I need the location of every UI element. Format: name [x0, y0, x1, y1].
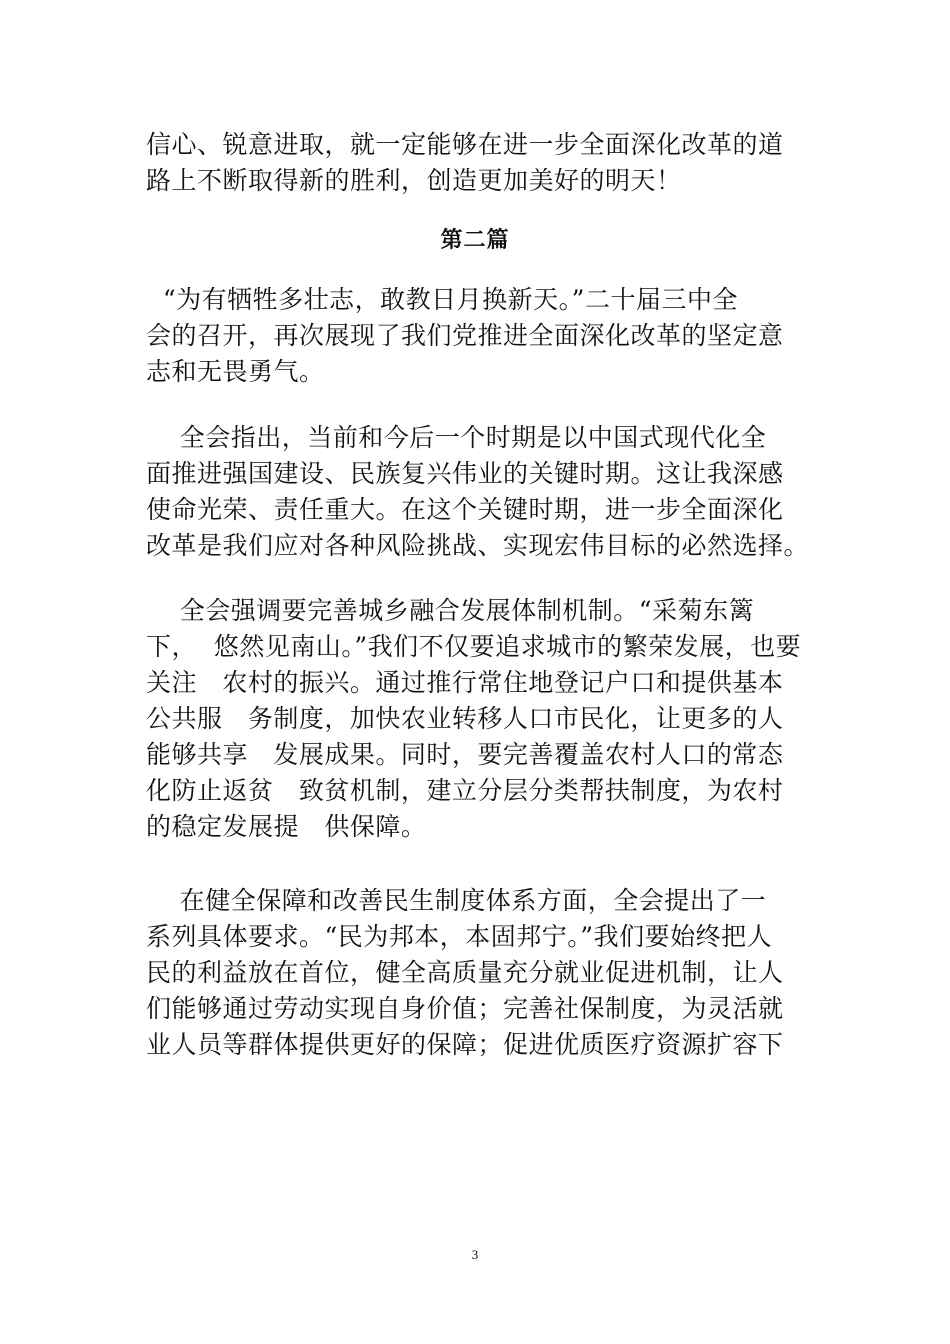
page-number: 3 — [471, 1247, 479, 1262]
paragraph-3-line-2: 下， 悠然见南山。”我们不仅要追求城市的繁荣发展，也要 — [146, 632, 802, 661]
paragraph-4-line-1: 在健全保障和改善民生制度体系方面，全会提出了一 — [146, 886, 767, 915]
paragraph-4-line-4: 们能够通过劳动实现自身价值；完善社保制度，为灵活就 — [146, 994, 784, 1023]
paragraph-4-line-2: 系列具体要求。“民为邦本，本固邦宁。”我们要始终把人 — [146, 922, 773, 951]
paragraph-2-line-1: 全会指出，当前和今后一个时期是以中国式现代化全 — [146, 423, 767, 452]
paragraph-1-line-2: 会的召开，再次展现了我们党推进全面深化改革的坚定意 — [146, 321, 784, 350]
paragraph-2-line-3: 使命光荣、责任重大。在这个关键时期，进一步全面深化 — [146, 495, 784, 524]
paragraph-3-line-6: 化防止返贫 致贫机制，建立分层分类帮扶制度，为农村 — [146, 776, 784, 805]
paragraph-4-line-3: 民的利益放在首位，健全高质量充分就业促进机制，让人 — [146, 958, 784, 987]
continuation-line-1: 信心、锐意进取，就一定能够在进一步全面深化改革的道 — [146, 130, 784, 159]
paragraph-1-line-3: 志和无畏勇气。 — [146, 357, 325, 386]
paragraph-2-line-4: 改革是我们应对各种风险挑战、实现宏伟目标的必然选择。 — [146, 531, 810, 560]
paragraph-3-line-4: 公共服 务制度，加快农业转移人口市民化，让更多的人 — [146, 704, 784, 733]
paragraph-3-line-7: 的稳定发展提 供保障。 — [146, 812, 427, 841]
section-heading: 第二篇 — [440, 227, 510, 253]
paragraph-1-line-1: “为有牺牲多壮志，敢教日月换新天。”二十届三中全 — [146, 285, 738, 314]
paragraph-2-line-2: 面推进强国建设、民族复兴伟业的关键时期。这让我深感 — [146, 459, 784, 488]
paragraph-4-line-5: 业人员等群体提供更好的保障；促进优质医疗资源扩容下 — [146, 1030, 784, 1059]
paragraph-3-line-1: 全会强调要完善城乡融合发展体制机制。“采菊东篱 — [146, 596, 755, 625]
continuation-line-2: 路上不断取得新的胜利，创造更加美好的明天！ — [146, 166, 682, 195]
paragraph-3-line-5: 能够共享 发展成果。同时，要完善覆盖农村人口的常态 — [146, 740, 784, 769]
paragraph-3-line-3: 关注 农村的振兴。通过推行常住地登记户口和提供基本 — [146, 668, 784, 697]
